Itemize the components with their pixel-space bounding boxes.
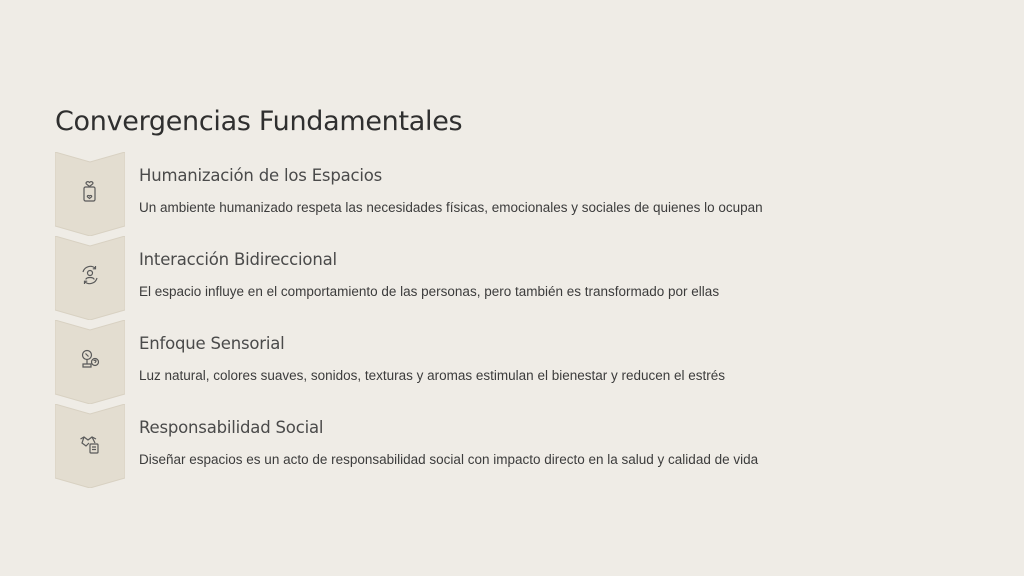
item-description: Luz natural, colores suaves, sonidos, texturas y aromas estimulan el bienestar y reducen el estrés bbox=[139, 368, 726, 383]
convergence-item bbox=[55, 152, 955, 236]
convergence-item bbox=[55, 320, 955, 404]
slide-title: Convergencias Fundamentales bbox=[55, 106, 463, 138]
sensory-icon bbox=[79, 348, 101, 370]
convergence-item bbox=[55, 236, 955, 320]
item-title: Responsabilidad Social bbox=[139, 418, 324, 437]
handshake-icon bbox=[79, 432, 101, 454]
item-description: Diseñar espacios es un acto de responsabilidad social con impacto directo en la salud y calidad de vida bbox=[139, 452, 759, 467]
heart-phone-icon bbox=[79, 180, 101, 202]
person-cycle-icon bbox=[79, 264, 101, 286]
item-title: Enfoque Sensorial bbox=[139, 334, 285, 353]
item-description: Un ambiente humanizado respeta las necesidades físicas, emocionales y sociales de quienes lo ocupan bbox=[139, 200, 763, 215]
item-title: Humanización de los Espacios bbox=[139, 166, 383, 185]
item-title: Interacción Bidireccional bbox=[139, 250, 337, 269]
item-description: El espacio influye en el comportamiento de las personas, pero también es transformado por ellas bbox=[139, 284, 720, 299]
convergence-item bbox=[55, 404, 955, 488]
